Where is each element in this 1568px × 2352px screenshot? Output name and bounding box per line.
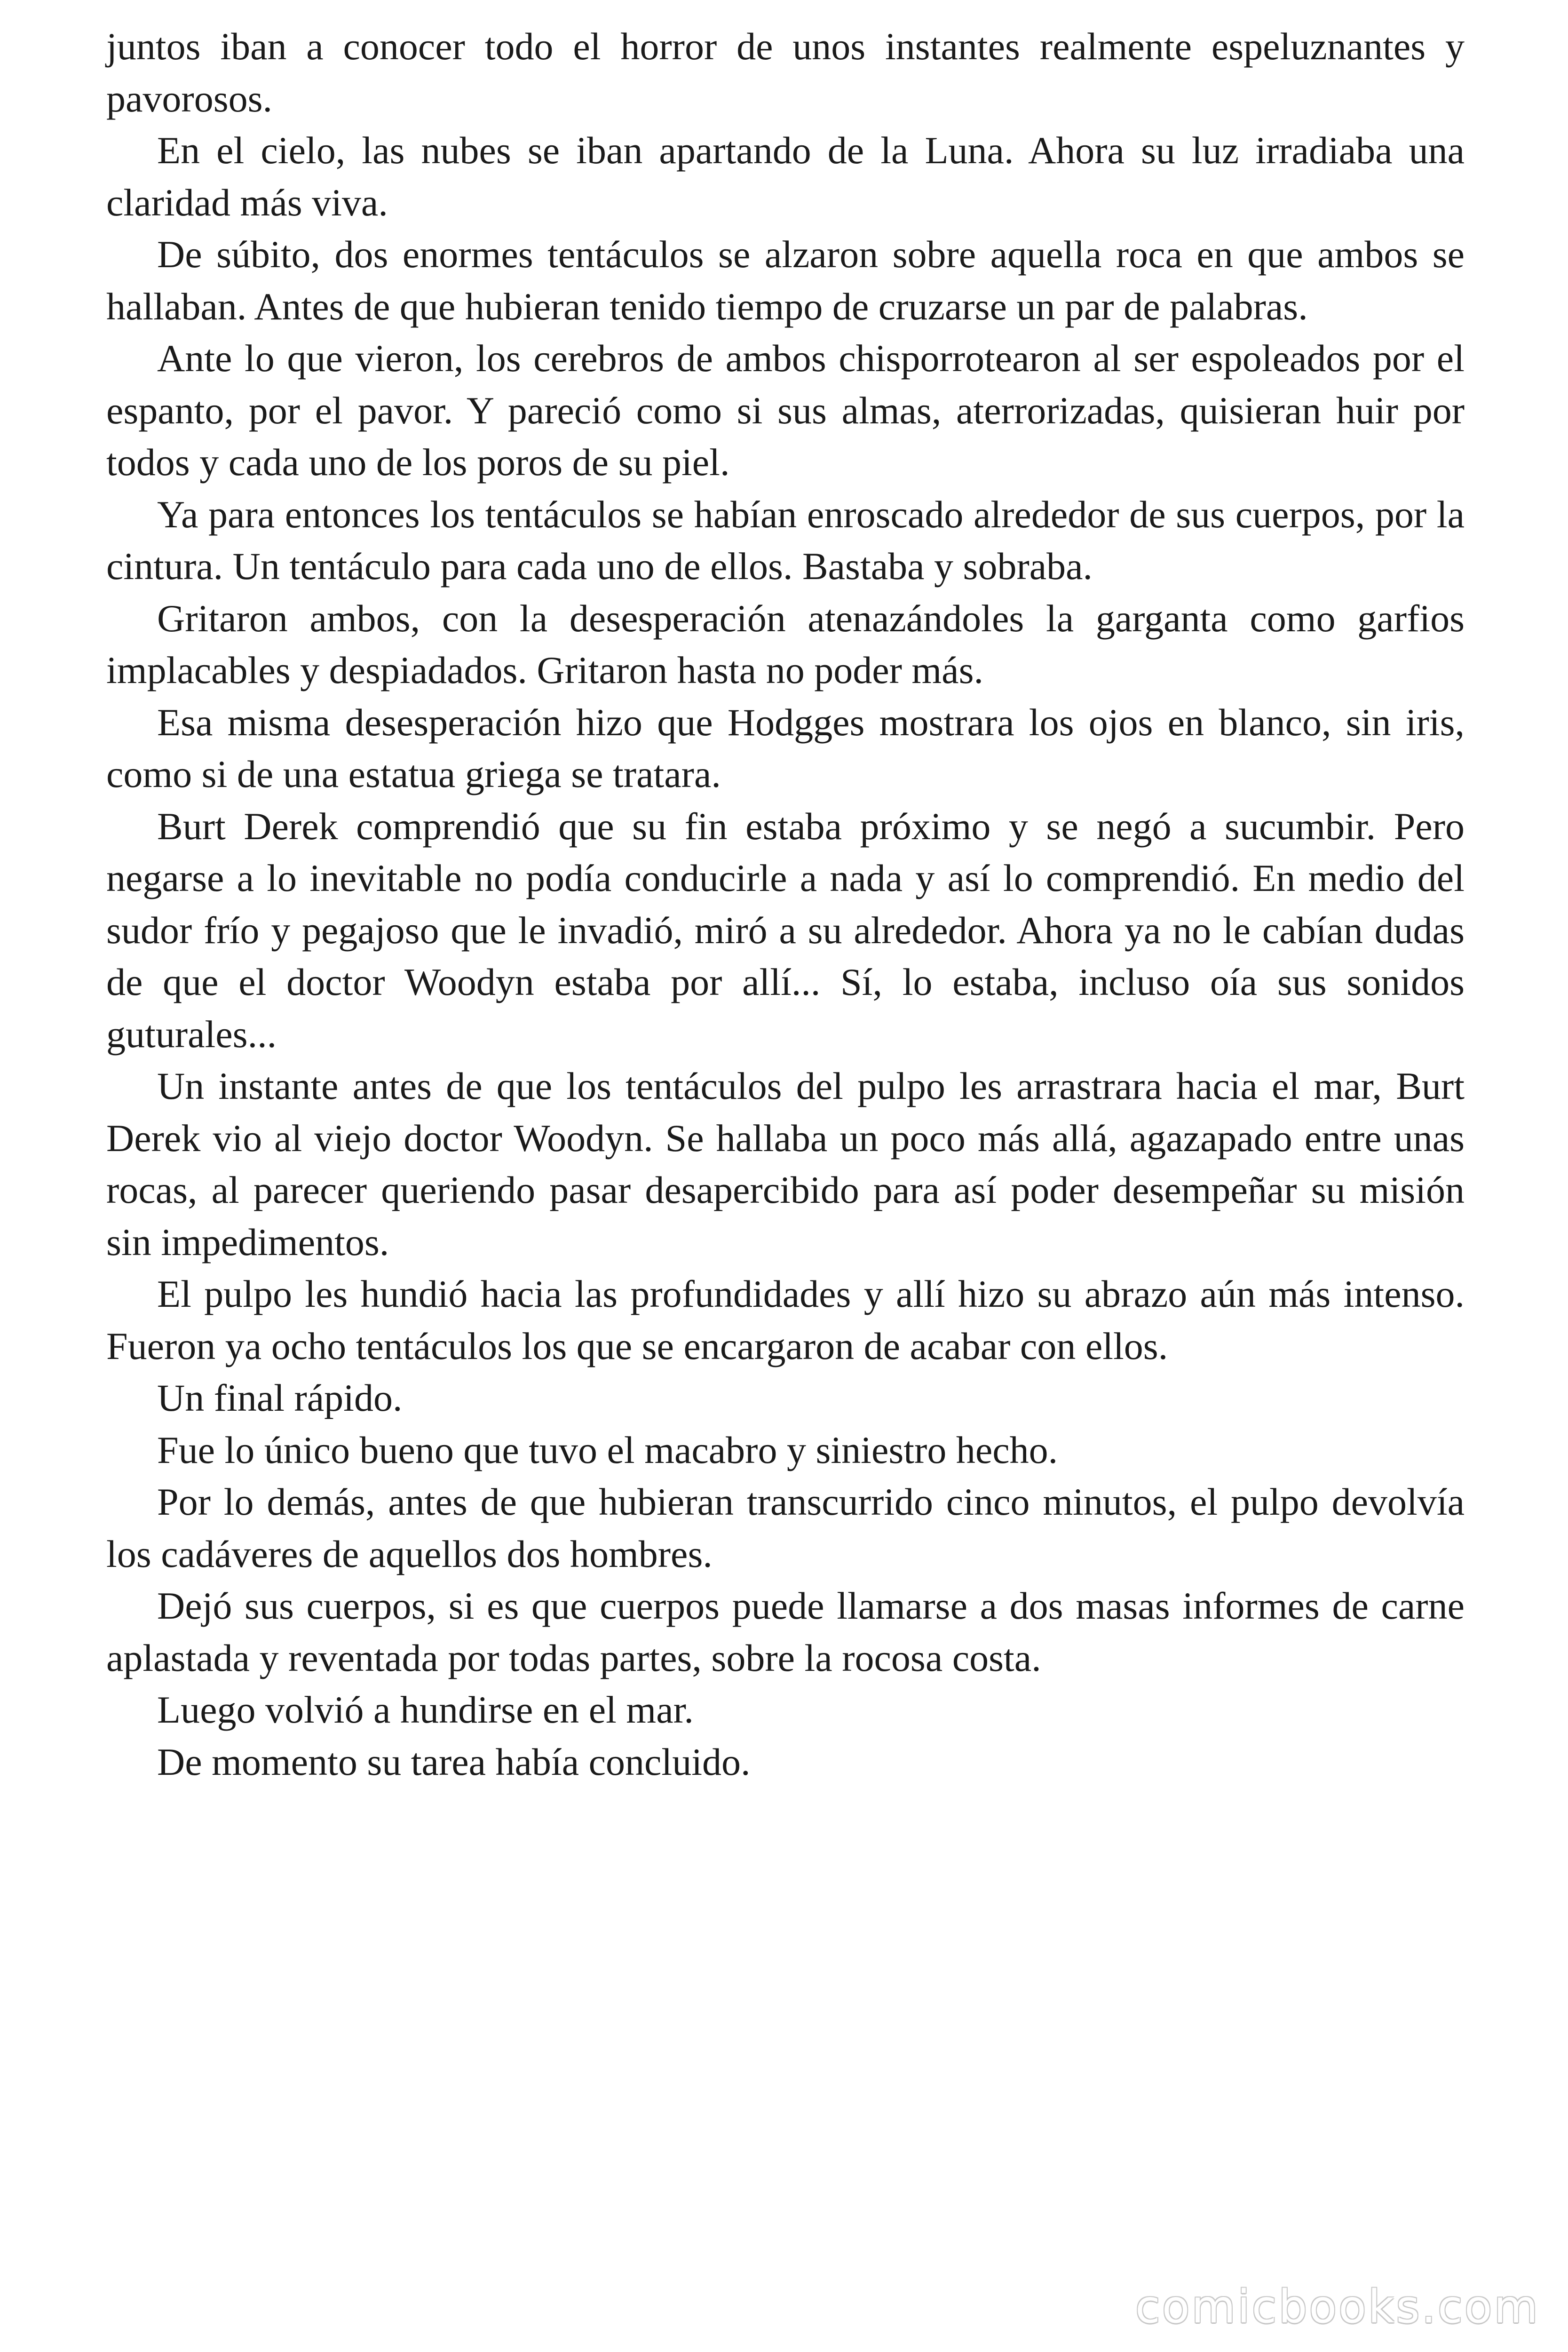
paragraph: juntos iban a conocer todo el horror de unos instantes realmente espeluznantes y pavorosos. (106, 25, 1465, 120)
paragraph: Por lo demás, antes de que hubieran transcurrido cinco minutos, el pulpo devolvía los cadáveres de aquellos dos hombres. (106, 1480, 1465, 1575)
watermark: comicbooks.com (1135, 2280, 1540, 2333)
page-body-text (106, 21, 1465, 1788)
paragraph: Un final rápido. (157, 1376, 403, 1419)
paragraph: Un instante antes de que los tentáculos del pulpo les arrastrara hacia el mar, Burt Derek vio al viejo doctor Woodyn. Se hallaba un poco más allá, agazapado entre unas rocas, al parecer queriendo pasar desapercibido para así poder desempeñar su misión sin impedimentos. (106, 1065, 1465, 1263)
paragraph: Ya para entonces los tentáculos se habían enroscado alrededor de sus cuerpos, por la cintura. Un tentáculo para cada uno de ellos. Bastaba y sobraba. (106, 493, 1465, 588)
paragraph: Burt Derek comprendió que su fin estaba próximo y se negó a sucumbir. Pero negarse a lo inevitable no podía conducirle a nada y así lo comprendió. En medio del sudor frío y pegajoso que le invadió, miró a su alrededor. Ahora ya no le cabían dudas de que el doctor Woodyn estaba por allí... Sí, lo estaba, incluso oía sus sonidos guturales... (106, 804, 1465, 1056)
paragraph: Dejó sus cuerpos, si es que cuerpos puede llamarse a dos masas informes de carne aplastada y reventada por todas partes, sobre la rocosa costa. (106, 1584, 1465, 1679)
paragraph: De momento su tarea había concluido. (157, 1740, 751, 1783)
paragraph: En el cielo, las nubes se iban apartando de la Luna. Ahora su luz irradiaba una claridad más viva. (106, 129, 1465, 224)
paragraph: Luego volvió a hundirse en el mar. (157, 1688, 694, 1731)
paragraph: Esa misma desesperación hizo que Hodgges mostrara los ojos en blanco, sin iris, como si de una estatua griega se tratara. (106, 700, 1465, 795)
paragraph: Fue lo único bueno que tuvo el macabro y siniestro hecho. (157, 1428, 1058, 1471)
paragraph: De súbito, dos enormes tentáculos se alzaron sobre aquella roca en que ambos se hallaban. Antes de que hubieran tenido tiempo de cruzarse un par de palabras. (106, 233, 1465, 328)
paragraph: Gritaron ambos, con la desesperación atenazándoles la garganta como garfios implacables y despiadados. Gritaron hasta no poder más. (106, 596, 1465, 691)
paragraph: Ante lo que vieron, los cerebros de ambos chisporrotearon al ser espoleados por el espanto, por el pavor. Y pareció como si sus almas, aterrorizadas, quisieran huir por todos y cada uno de los poros de su piel. (106, 337, 1465, 484)
paragraph: El pulpo les hundió hacia las profundidades y allí hizo su abrazo aún más intenso. Fueron ya ocho tentáculos los que se encargaron de acabar con ellos. (106, 1272, 1465, 1367)
